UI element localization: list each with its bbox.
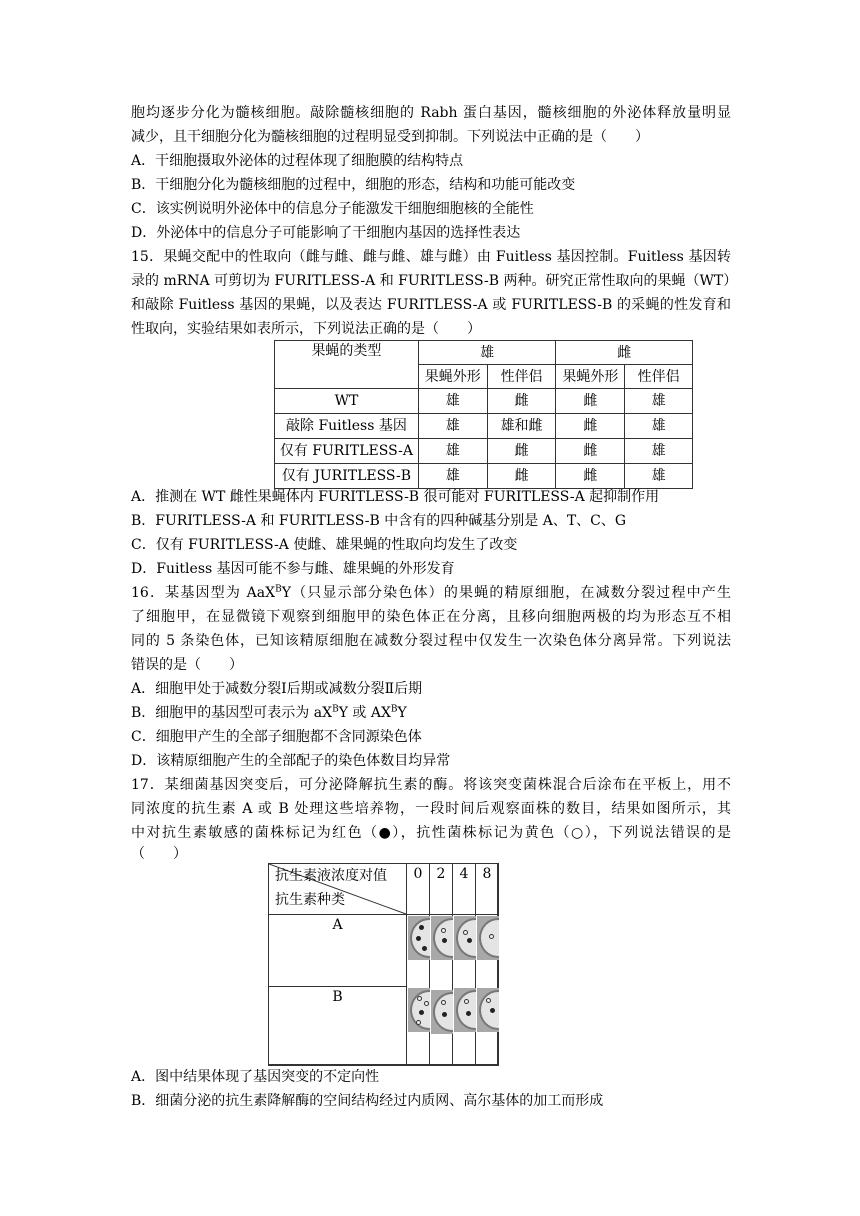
- cell: 雄: [418, 464, 487, 489]
- corner-bottom-label: 抗生素种类: [275, 892, 345, 908]
- cell: 雄: [418, 414, 487, 439]
- petri-plate-a-8: [477, 916, 499, 960]
- subheader: 果蝇外形: [418, 365, 487, 389]
- resistant-colony: [486, 998, 491, 1003]
- option-15d: D．Fuitless 基因可能不参与雌、雄果蝇的外形发育: [131, 561, 455, 577]
- text-line: 减少，且干细胞分化为髓核细胞的过程明显受到抑制。下列说法中正确的是（ ）: [131, 129, 649, 145]
- concentration-header: 4: [452, 863, 476, 915]
- petri-plate-b-0: [408, 988, 430, 1032]
- sensitive-colony: [419, 1010, 424, 1015]
- header-male: 雄: [418, 341, 556, 365]
- option-14d: D．外泌体中的信息分子可能影响了干细胞内基因的选择性表达: [131, 225, 521, 241]
- sensitive-colony: [466, 1011, 471, 1016]
- petri-plate-b-8: [477, 988, 499, 1032]
- sensitive-colony: [467, 938, 472, 943]
- table-row: [275, 389, 693, 414]
- sensitive-colony: [490, 1008, 495, 1013]
- concentration-header: 8: [475, 863, 499, 915]
- cell: 雌: [487, 389, 556, 414]
- cell: 雄: [625, 389, 693, 414]
- cell: 雌: [556, 464, 625, 489]
- option-15a: A．推测在 WT 雌性果蝇体内 FURITLESS-B 很可能对 FURITLESS-A 起抑制作用: [131, 489, 660, 505]
- option-17a: A．图中结果体现了基因突变的不定向性: [131, 1069, 380, 1085]
- question-16-line: 同的 5 条染色体，已知该精原细胞在减数分裂过程中仅发生一次染色体分离异常。下列说法: [131, 633, 731, 649]
- sensitive-colony: [442, 938, 447, 943]
- question-16-line: 错误的是（ ）: [131, 657, 243, 673]
- option-14a: A．干细胞摄取外泌体的过程体现了细胞膜的结构特点: [131, 153, 464, 169]
- antibiotic-figure: [268, 863, 498, 1065]
- cell: 雌: [487, 464, 556, 489]
- question-17-line: （ ）: [131, 846, 187, 862]
- petri-plate-b-2: [431, 990, 453, 1034]
- question-17-line: 同浓度的抗生素 A 或 B 处理这些培养物，一段时间后观察面株的数目，结果如图所示，其: [131, 801, 731, 817]
- option-16b: B．细胞甲的基因型可表示为 $aX^BY$ 或 $AX^BY$: [131, 704, 407, 721]
- option-14c: C．该实例说明外泌体中的信息分子能激发干细胞细胞核的全能性: [131, 201, 534, 217]
- resistant-colony: [441, 1000, 446, 1005]
- table-row: [275, 439, 693, 464]
- resistant-colony: [416, 1020, 421, 1025]
- option-17b: B．细菌分泌的抗生素降解酶的空间结构经过内质网、高尔基体的加工而形成: [131, 1093, 604, 1109]
- subheader: 性伴侣: [625, 365, 693, 389]
- cell: 雄: [418, 439, 487, 464]
- row-name: 仅有 JURITLESS-B: [275, 464, 419, 489]
- cell: 雄: [625, 414, 693, 439]
- petri-plate-a-0: [408, 916, 430, 960]
- subheader: 性伴侣: [487, 365, 556, 389]
- fruitfly-table: [274, 340, 693, 489]
- resistant-colony: [464, 999, 469, 1004]
- petri-dish: [456, 990, 476, 1030]
- resistant-colony: [463, 930, 468, 935]
- option-14b: B．干细胞分化为髓核细胞的过程中，细胞的形态，结构和功能可能改变: [131, 177, 576, 193]
- resistant-colony: [417, 996, 422, 1001]
- sensitive-colony: [416, 936, 421, 941]
- table-row: [275, 414, 693, 439]
- text-line: 胞均逐步分化为髓核细胞。敲除髓核细胞的 Rabh 蛋白基因，髓核细胞的外泌体释放量明显: [131, 105, 731, 121]
- concentration-header: 0: [406, 863, 430, 915]
- cell: 雌: [556, 389, 625, 414]
- header-type: 果蝇的类型: [275, 341, 419, 389]
- subheader: 果蝇外形: [556, 365, 625, 389]
- petri-plate-b-4: [454, 988, 476, 1032]
- question-17-line: 17．某细菌基因突变后，可分泌降解抗生素的酶。将该突变菌株混合后涂布在平板上，用不: [131, 777, 731, 793]
- row-name: 仅有 FURITLESS-A: [275, 439, 419, 464]
- row-name: WT: [275, 389, 419, 414]
- corner-cell: [268, 863, 407, 915]
- corner-top-label: 抗生素液浓度对值: [275, 868, 387, 884]
- header-female: 雌: [556, 341, 693, 365]
- question-16-line: 了细胞甲，在显微镜下观察到细胞甲的染色体正在分离，且移向细胞两极的均为形态互不相: [131, 609, 731, 625]
- cell: 雌: [556, 414, 625, 439]
- option-15b: B．FURITLESS-A 和 FURITLESS-B 中含有的四种碱基分别是 A、T、C、G: [131, 513, 627, 529]
- resistant-colony: [441, 928, 446, 933]
- sensitive-colony: [419, 925, 424, 930]
- sensitive-colony: [442, 1012, 447, 1017]
- petri-dish: [456, 918, 476, 958]
- cell: 雄: [625, 464, 693, 489]
- question-16-line: 16．某基因型为 AaX$^B$Y（只显示部分染色体）的果蝇的精原细胞，在减数分裂过程中产生: [131, 584, 731, 601]
- table-row: [275, 464, 693, 489]
- option-15c: C．仅有 FURITLESS-A 使雌、雄果蝇的性取向均发生了改变: [131, 537, 518, 553]
- row-label-a: A: [268, 914, 407, 987]
- petri-plate-a-4: [454, 916, 476, 960]
- resistant-colony: [424, 1001, 429, 1006]
- option-16a: A．细胞甲处于减数分裂Ⅰ后期或减数分裂Ⅱ后期: [131, 681, 423, 697]
- cell: 雄: [625, 439, 693, 464]
- sensitive-colony: [422, 946, 427, 951]
- option-16d: D．该精原细胞产生的全部配子的染色体数目均异常: [131, 753, 451, 769]
- question-15-line: 15．果蝇交配中的性取向（雌与雌、雌与雌、雄与雌）由 Fuitless 基因控制。Fuitless 基因转: [131, 249, 731, 265]
- row-label-b: B: [268, 986, 407, 1066]
- petri-plate-a-2: [431, 916, 453, 960]
- cell: 雄和雌: [487, 414, 556, 439]
- concentration-header: 2: [429, 863, 453, 915]
- question-15-line: 录的 mRNA 可剪切为 FURITLESS-A 和 FURITLESS-B 两种。研究正常性取向的果蝇（WT）: [131, 273, 738, 289]
- question-15-line: 和敲除 Fuitless 基因的果蝇，以及表达 FURITLESS-A 或 FURITLESS-B 的采蝇的性发育和: [131, 297, 731, 313]
- cell: 雄: [418, 389, 487, 414]
- option-16c: C．细胞甲产生的全部子细胞都不含同源染色体: [131, 729, 422, 745]
- row-name: 敲除 Fuitless 基因: [275, 414, 419, 439]
- petri-dish: [479, 990, 499, 1030]
- question-17-line: 中对抗生素敏感的菌株标记为红色（●），抗性菌株标记为黄色（○），下列说法错误的是: [131, 825, 731, 841]
- resistant-colony: [489, 934, 494, 939]
- cell: 雌: [487, 439, 556, 464]
- question-15-line: 性取向，实验结果如表所示，下列说法正确的是（ ）: [131, 321, 481, 337]
- cell: 雌: [556, 439, 625, 464]
